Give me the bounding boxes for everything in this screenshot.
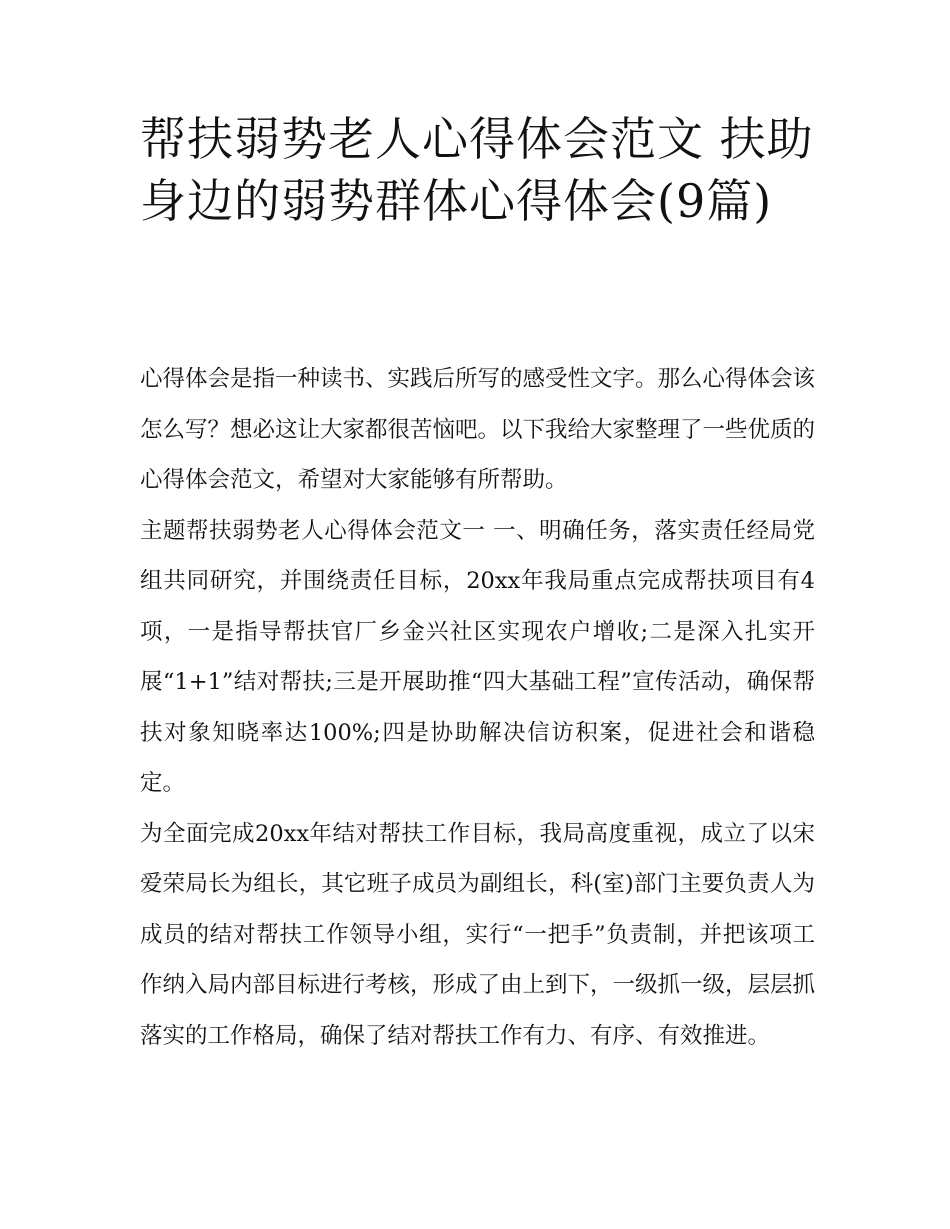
paragraph-intro: 心得体会是指一种读书、实践后所写的感受性文字。那么心得体会该怎么写？想必这让大家都很苦恼吧。以下我给大家整理了一些优质的心得体会范文，希望对大家能够有所帮助。: [140, 366, 816, 493]
paragraph-section-one: 主题帮扶弱势老人心得体会范文一 一、明确任务，落实责任经局党组共同研究，并围绕责任目标，20xx年我局重点完成帮扶项目有4项，一是指导帮扶官厂乡金兴社区实现农户增收;二是深入扎实开展“1+1”结对帮扶;三是开展助推“四大基础工程”宣传活动，确保帮扶对象知晓率达100%;四是协助解决信访积案，促进社会和谐稳定。: [140, 517, 815, 796]
document-title: 帮扶弱势老人心得体会范文 扶助身边的弱势群体心得体会(9篇): [140, 112, 814, 228]
document-body: [140, 354, 815, 1061]
paragraph-work-structure: 为全面完成20xx年结对帮扶工作目标，我局高度重视，成立了以宋爱荣局长为组长，其它班子成员为副组长，科(室)部门主要负责人为成员的结对帮扶工作领导小组，实行“一把手”负责制，并把该项工作纳入局内部目标进行考核，形成了由上到下，一级抓一级，层层抓落实的工作格局，确保了结对帮扶工作有力、有序、有效推进。: [140, 820, 816, 1049]
